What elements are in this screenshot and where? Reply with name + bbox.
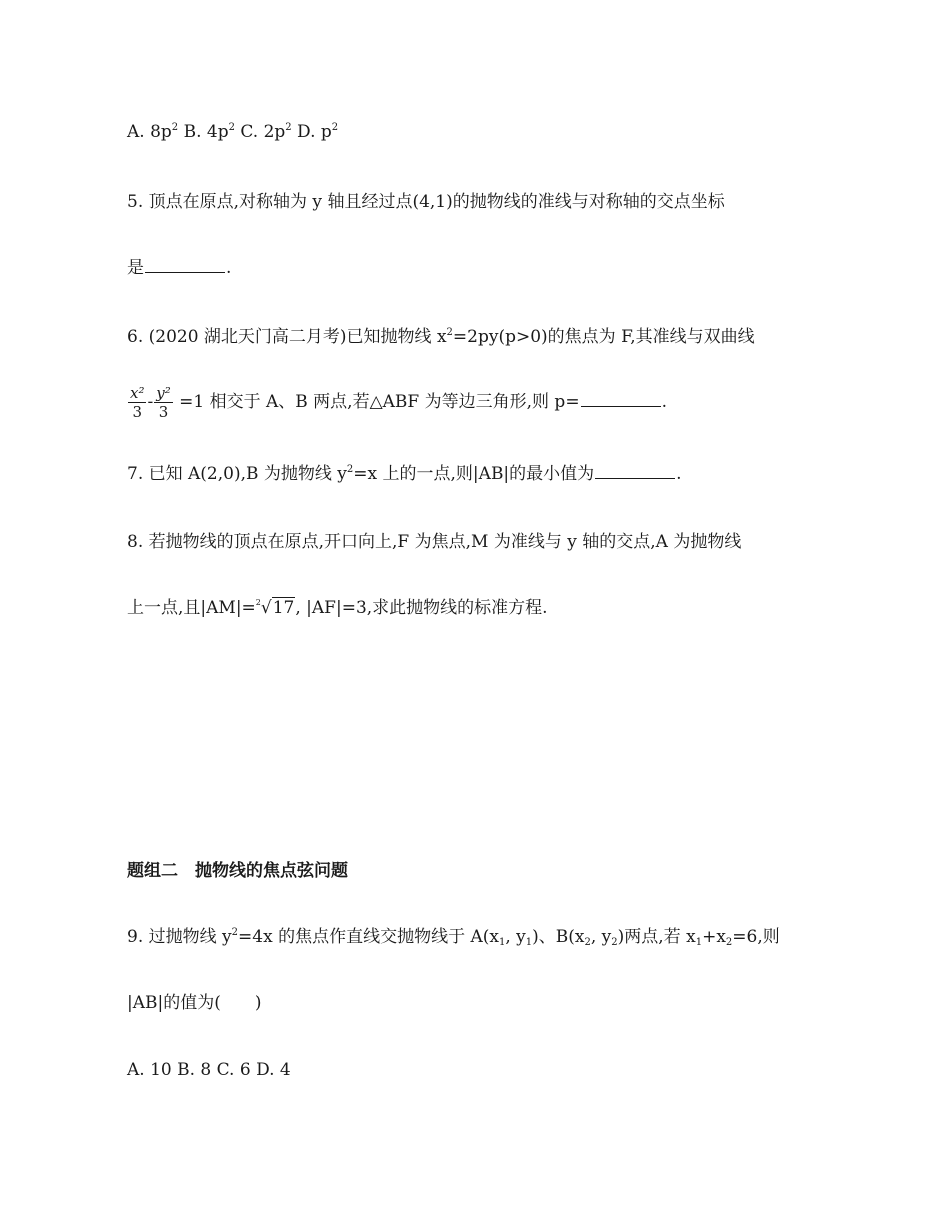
q5-line2	[127, 256, 231, 280]
q6-fraction-y	[154, 384, 173, 421]
q6-text-b: =2py(p>0)的焦点为 F,其准线与双曲线	[452, 327, 755, 347]
q7-suffix: .	[676, 464, 682, 484]
q9-line2: |AB|的值为( )	[127, 993, 262, 1013]
q9-text-a: 9. 过抛物线 y	[127, 927, 232, 947]
q8-text-a: 上一点,且|AM|=	[127, 598, 256, 618]
q6-fraction-x	[128, 384, 146, 421]
q7-sup: 2	[346, 464, 354, 475]
q4-option-a-sup: 2	[171, 122, 179, 133]
q9-text-b: =4x 的焦点作直线交抛物线于 A(x	[238, 927, 499, 947]
q4-option-a: A. 8p	[127, 122, 172, 142]
q6-frac2-den: 3	[158, 403, 169, 421]
q6-minus: -	[147, 392, 154, 412]
q6-text-c: =1 相交于 A、B 两点,若△ABF 为等边三角形,则 p=	[173, 392, 580, 412]
q8-line1: 8. 若抛物线的顶点在原点,开口向上,F 为焦点,M 为准线与 y 轴的交点,A 为抛物线	[127, 532, 742, 552]
q4-option-b-sup: 2	[228, 122, 235, 133]
q6-frac1-num: x²	[130, 384, 145, 402]
q6-text-a: 6. (2020 湖北天门高二月考)已知抛物线 x	[127, 327, 447, 347]
q5-suffix: .	[226, 258, 232, 278]
q9-text-f: )两点,若 x	[617, 927, 696, 947]
q6-line1	[127, 325, 755, 349]
q7-line	[127, 462, 682, 486]
q7-answer-blank[interactable]	[595, 462, 675, 479]
q4-option-c: C. 2p	[234, 122, 286, 142]
q4-option-d-sup: 2	[331, 122, 339, 133]
q4-option-b: B. 4p	[178, 122, 229, 142]
q9-sub1: 1	[498, 937, 506, 948]
q8-sqrt: $^2$√17	[255, 598, 295, 618]
q9-sup: 2	[231, 927, 239, 938]
q4-option-d: D. p	[291, 122, 332, 142]
q6-sup: 2	[446, 327, 453, 338]
q4-option-c-sup: 2	[285, 122, 292, 133]
q9-sub6: 2	[725, 937, 733, 948]
q6-answer-blank[interactable]	[581, 390, 661, 407]
q7-text-a: 7. 已知 A(2,0),B 为抛物线 y	[127, 464, 347, 484]
q8-root-index: 2	[255, 598, 261, 607]
q9-options: A. 10 B. 8 C. 6 D. 4	[127, 1060, 291, 1080]
q5-answer-blank[interactable]	[145, 256, 225, 273]
q9-sub3: 2	[584, 937, 591, 948]
q6-suffix: .	[661, 392, 667, 412]
q9-line1	[127, 925, 780, 949]
q5-line1: 5. 顶点在原点,对称轴为 y 轴且经过点(4,1)的抛物线的准线与对称轴的交点坐标	[127, 192, 725, 212]
q9-text-c: , y	[505, 927, 526, 947]
q4-options	[127, 120, 338, 144]
q6-frac1-den: 3	[132, 403, 143, 421]
q9-sub4: 2	[611, 937, 618, 948]
q6-line2	[127, 382, 667, 422]
q9-text-g: +x	[702, 927, 726, 947]
q5-prefix: 是	[127, 258, 144, 278]
q7-text-b: =x 上的一点,则|AB|的最小值为	[353, 464, 595, 484]
section-heading: 题组二 抛物线的焦点弦问题	[127, 861, 348, 881]
q9-text-d: )、B(x	[532, 927, 585, 947]
q9-text-h: =6,则	[732, 927, 780, 947]
q9-text-e: , y	[590, 927, 612, 947]
q8-radicand: 17	[272, 598, 295, 618]
q9-sub2: 1	[525, 937, 533, 948]
q9-sub5: 1	[695, 937, 703, 948]
q8-line2	[127, 596, 548, 620]
q6-frac2-num: y²	[156, 384, 171, 402]
q8-text-b: , |AF|=3,求此抛物线的标准方程.	[295, 598, 548, 618]
